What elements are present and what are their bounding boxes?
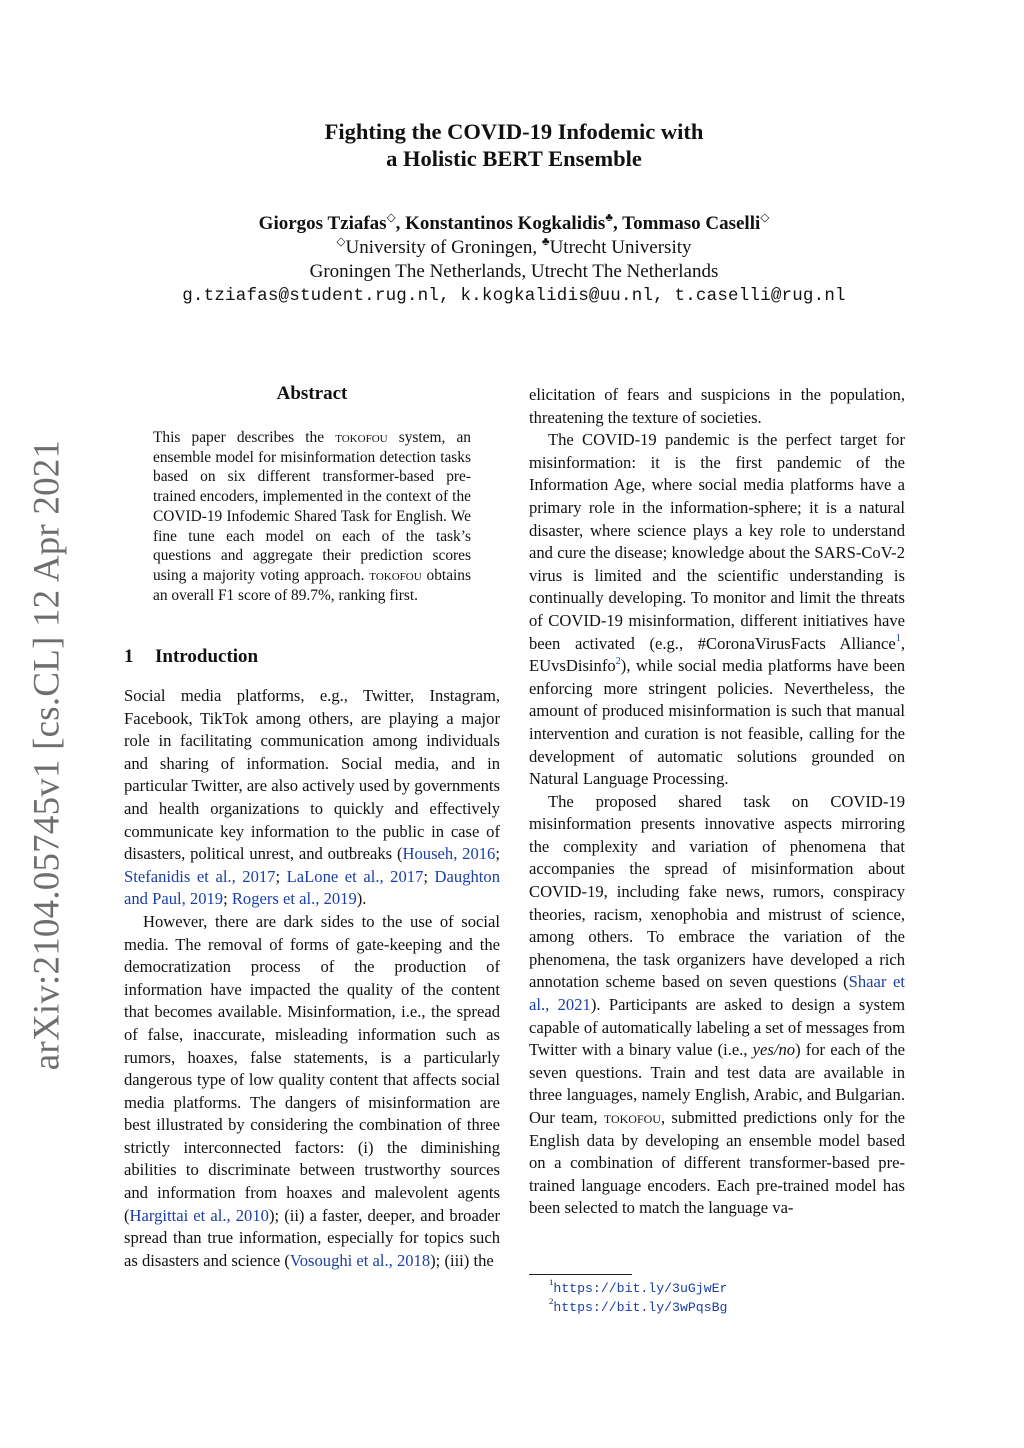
- footnote-link-1[interactable]: https://bit.ly/3uGjwEr: [553, 1281, 728, 1296]
- text: , EUvsDisinfo: [529, 633, 905, 676]
- right-column: [529, 384, 905, 1220]
- affil-mark: ◇: [386, 210, 396, 224]
- citation-daughton-paul-2019[interactable]: Daughton and Paul, 2019: [124, 866, 500, 909]
- separator: ,: [395, 213, 406, 234]
- arxiv-identifier-text: arXiv:2104.05745v1 [cs.CL] 12 Apr 2021: [26, 439, 68, 1071]
- system-name: tokofou: [369, 566, 422, 584]
- abstract-text: [153, 428, 471, 605]
- text: However, there are dark sides to the use of social media. The removal of forms of gate-keeping and the democratization process of the production of information have impacted the quality of the content that becomes available. Misinformation, i.e., the spread of false, inaccurate, misleading information such as rumors, hoaxes, false statements, is a particularly dangerous type of low quality content that affects social media platforms. The dangers of misinformation are best illustrated by considering the combination of three strictly interconnected factors: (i) the diminishing abilities to discriminate between trustworthy sources and information from hoaxes and malevolent agents (: [124, 911, 500, 1225]
- footnote-link-2[interactable]: https://bit.ly/3wPqsBg: [553, 1300, 728, 1315]
- abstract-part: system, an ensemble model for misinformation detection tasks based on six different transformer-based pre-trained encoders, implemented in the context of the COVID-19 Infodemic Shared Task for English. We fine tune each model on each of the task’s questions and aggregate their prediction scores using a majority voting approach.: [153, 429, 472, 584]
- author-names: [100, 212, 928, 236]
- text: ;: [495, 844, 500, 864]
- affiliations: [100, 236, 928, 260]
- footnote-number: 2: [549, 1296, 554, 1307]
- footnote-2: [529, 1298, 727, 1317]
- abstract-part: obtains an overall F1 score of 89.7%, ranking first.: [153, 566, 471, 604]
- citation-hargittai-2010[interactable]: Hargittai et al., 2010: [129, 1205, 269, 1225]
- paper-title: [100, 118, 928, 172]
- section-heading-introduction: [124, 646, 258, 668]
- system-name: tokofou: [335, 429, 388, 446]
- affil-mark: ♣: [605, 210, 613, 224]
- affil-mark: ♣: [541, 234, 550, 248]
- left-column: [124, 685, 500, 1272]
- text: ;: [423, 866, 435, 886]
- citation-rogers-2019[interactable]: Rogers et al., 2019: [231, 889, 357, 909]
- footnote-divider: [529, 1274, 632, 1275]
- text: ). Participants are asked to design a system capable of automatically labeling a set of messages from Twitter with a binary value (i.e.,: [529, 995, 905, 1060]
- section-title: Introduction: [155, 646, 259, 667]
- intro-paragraph-3: [529, 429, 905, 791]
- text: ); (ii) a faster, deeper, and broader spread than true information, especially for topics such as disasters and science (: [124, 1205, 500, 1270]
- author-1: Giorgos Tziafas: [258, 213, 387, 234]
- intro-paragraph-4: [529, 791, 905, 1220]
- text: ), while social media platforms have been enforcing more stringent policies. Nevertheless, the amount of produced misinformation is such that manual intervention and curation is not feasible, calling for the development of automatic solutions grounded on Natural Language Processing.: [529, 656, 905, 789]
- citation-stefanidis-2017[interactable]: Stefanidis et al., 2017: [124, 866, 276, 886]
- arxiv-identifier-stamp: [22, 439, 72, 1071]
- title-line-1: Fighting the COVID-19 Infodemic with: [324, 119, 704, 144]
- author-emails: g.tziafas@student.rug.nl, k.kogkalidis@uu.nl, t.caselli@rug.nl: [182, 286, 846, 306]
- text: The COVID-19 pandemic is the perfect target for misinformation: it is the first pandemic of the Information Age, where social media platforms have a primary role in the information-sphere; it is a natural disaster, where science plays a key role to understand and cure the disease; knowledge about the SARS-CoV-2 virus is limited and the scientific understanding is continually developing. To monitor and limit the threats of COVID-19 misinformation, different initiatives have been activated (e.g., #CoronaVirusFacts Alliance: [529, 430, 905, 653]
- section-number: 1: [124, 646, 134, 667]
- affiliation-1: University of Groningen,: [345, 237, 542, 258]
- text: ;: [223, 889, 232, 909]
- text: Social media platforms, e.g., Twitter, Instagram, Facebook, TikTok among others, are playing a major role in facilitating communication among individuals and sharing of information. Social media, and in particular Twitter, are also actively used by governments and health organizations to quickly and effectively communicate key information to the public in case of disasters, political unrest, and outbreaks (: [124, 686, 500, 864]
- abstract-heading: Abstract: [276, 383, 348, 404]
- affiliation-2: Utrecht University: [549, 237, 692, 258]
- author-2: Konstantinos Kogkalidis: [405, 213, 606, 234]
- title-line-2: a Holistic BERT Ensemble: [386, 146, 642, 171]
- text: ).: [356, 889, 367, 909]
- author-block: [100, 212, 928, 308]
- citation-shaar-2021[interactable]: Shaar et al., 2021: [529, 972, 905, 1015]
- intro-paragraph-1: [124, 685, 500, 911]
- citation-vosoughi-2018[interactable]: Vosoughi et al., 2018: [289, 1250, 431, 1270]
- text: , submitted predictions only for the English data by developing an ensemble model based on a combination of different transformer-based pre-trained language encoders. Each pre-trained model has been selected to match the language va-: [529, 1108, 906, 1218]
- footnote-number: 1: [549, 1277, 554, 1288]
- footnote-ref-1[interactable]: 1: [895, 632, 901, 644]
- affil-mark: ◇: [760, 210, 770, 224]
- text: ) for each of the seven questions. Train and test data are available in three languages, namely English, Arabic, and Bulgarian. Our team,: [529, 1040, 905, 1127]
- locations: Groningen The Netherlands, Utrecht The Netherlands: [309, 261, 719, 282]
- author-3: Tommaso Caselli: [622, 213, 761, 234]
- text: ); (iii) the: [430, 1250, 494, 1270]
- abstract-part: This paper describes the: [153, 429, 336, 446]
- footnotes: [529, 1279, 727, 1317]
- system-name: tokofou: [603, 1108, 661, 1127]
- text: The proposed shared task on COVID-19 misinformation presents innovative aspects mirroring the complexity and variation of phenomena that accompanies the spread of misinformation about COVID-19, including fake news, rumors, conspiracy theories, racism, xenophobia and mistrust of science, among others. To embrace the variation of the phenomena, the task organizers have developed a rich annotation scheme based on seven questions (: [529, 791, 905, 992]
- footnote-1: [529, 1279, 727, 1298]
- citation-househ-2016[interactable]: Househ, 2016: [402, 844, 496, 864]
- text: ;: [275, 866, 287, 886]
- intro-paragraph-continued: elicitation of fears and suspicions in the population, threatening the texture of societies.: [529, 385, 905, 427]
- emphasis-yes-no: yes/no: [752, 1040, 796, 1060]
- footnote-ref-2[interactable]: 2: [615, 655, 621, 667]
- affil-mark: ◇: [336, 234, 346, 248]
- citation-lalone-2017[interactable]: LaLone et al., 2017: [286, 866, 424, 886]
- intro-paragraph-2: [124, 911, 500, 1273]
- separator: ,: [612, 213, 623, 234]
